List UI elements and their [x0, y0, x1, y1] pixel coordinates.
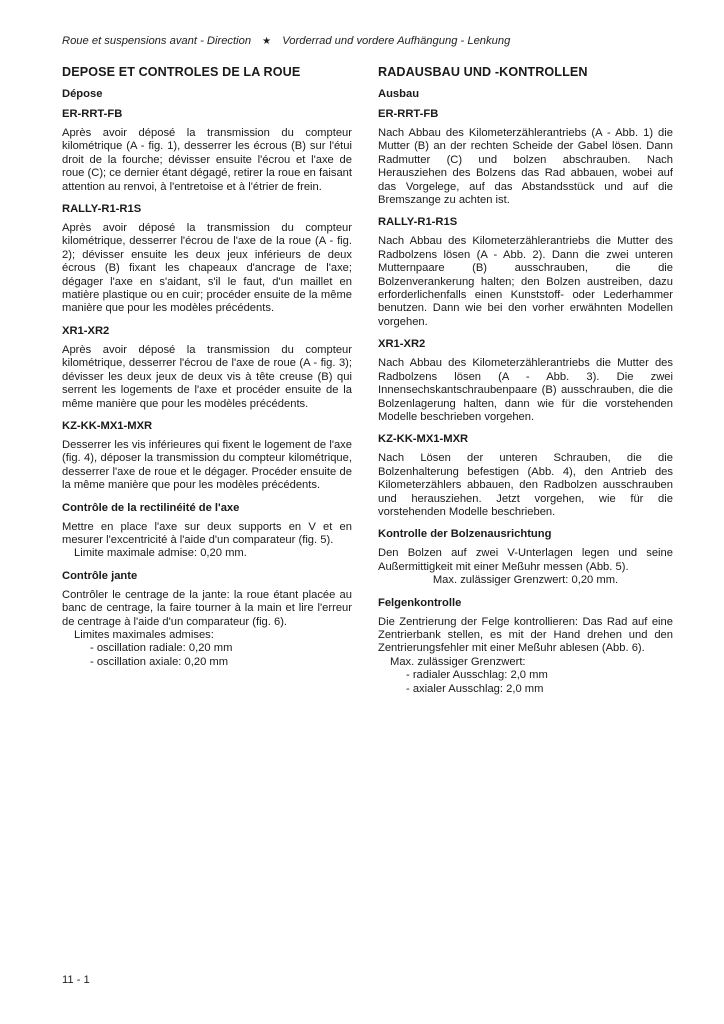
rim-check-heading: Felgenkontrolle [378, 596, 462, 609]
header-german-title: Vorderrad und vordere Aufhängung - Lenkung [282, 35, 511, 47]
rim-check-section [62, 570, 352, 669]
page-number: 11 - 1 [62, 974, 90, 986]
star-separator-icon: ★ [262, 36, 272, 47]
section-title-fr: DEPOSE ET CONTROLES DE LA ROUE [62, 65, 301, 79]
french-column [62, 65, 352, 678]
rim-limit-radial: - radialer Ausschlag: 2,0 mm [406, 669, 548, 682]
german-column [378, 65, 673, 705]
rim-limits-label: Max. zulässiger Grenzwert: [390, 655, 526, 668]
axle-check-text: Den Bolzen auf zwei V-Unterlagen legen und seine Außermittigkeit mit einer Meßuhr messen (Abb. 5). [378, 547, 673, 573]
rim-check-section [378, 597, 673, 696]
running-header [62, 35, 510, 47]
procedure-text: Après avoir déposé la transmission du compteur kilométrique (A - fig. 1), desserrer les écrous (B) sur l'étui droit de la fourche; dévisser ensuite l'écrou et l'axe de roue (C); ce dernier étant dégagé, retirer la roue en faisant attention au renvoi, à l'entretoise et à l'étrier de frein. [62, 127, 352, 193]
axle-check-limit: Max. zulässiger Grenzwert: 0,20 mm. [432, 574, 619, 587]
axle-check-heading: Contrôle de la rectilinéité de l'axe [62, 501, 240, 514]
procedure-text: Après avoir déposé la transmission du compteur kilométrique, desserrer l'écrou de l'axe de roue (A - fig. 3); dévisser les deux jeux de deux vis à tête creuse (B) qui serrent les logements de l'axe et procéder ensuite de la même manière que pour les modèles précédents. [62, 343, 352, 410]
model-heading: RALLY-R1-R1S [62, 203, 142, 216]
model-heading: RALLY-R1-R1S [378, 216, 458, 229]
procedure-text: Desserrer les vis inférieures qui fixent le logement de l'axe (fig. 4), déposer la transmission du compteur kilométrique, desserrer l'axe de roue et le dégager. Procéder ensuite de la même manière que pour les modèles précédents. [62, 438, 352, 492]
subheading-ausbau: Ausbau [378, 88, 420, 100]
rim-limits-label: Limites maximales admises: [74, 628, 214, 641]
axle-check-limit: Limite maximale admise: 0,20 mm. [74, 547, 247, 560]
procedure-text: Nach Lösen der unteren Schrauben, die die Bolzenhalterung befestigen (Abb. 4), den Antrieb des Kilometerzählers abbauen, den Radbolzen ausschrauben und herausziehen. Jetzt vorgehen, wie für die vorstehenden Modelle beschrieben. [378, 452, 673, 518]
axle-check-section [378, 528, 673, 587]
section-title-de: RADAUSBAU UND -KONTROLLEN [378, 65, 588, 79]
model-heading: KZ-KK-MX1-MXR [378, 433, 469, 446]
axle-check-heading: Kontrolle der Bolzenausrichtung [378, 528, 552, 541]
axle-check-text: Mettre en place l'axe sur deux supports en V et en mesurer l'excentricité à l'aide d'un comparateur (fig. 5). [62, 520, 352, 546]
model-section-er-rrt-fb [378, 108, 673, 207]
model-section-xr [62, 325, 352, 411]
model-section-rally [62, 203, 352, 316]
model-heading: XR1-XR2 [62, 324, 110, 337]
model-heading: ER-RRT-FB [62, 108, 123, 120]
subheading-depose: Dépose [62, 88, 103, 100]
model-heading: ER-RRT-FB [378, 108, 439, 120]
procedure-text: Nach Abbau des Kilometerzählerantriebs (A - Abb. 1) die Mutter (B) an der rechten Scheide der Gabel lösen. Dann Radmutter (C) und bolzen abschrauben. Nach Herausziehen des Bolzens das Rad abbauen, wobei auf das Vorgelege, auf das Abstandsstück und auf die Bremszange zu achten ist. [378, 127, 673, 207]
model-section-rally [378, 216, 673, 329]
procedure-text: Après avoir déposé la transmission du compteur kilométrique, desserrer l'écrou de l'axe de la roue (A - fig. 2); dévisser ensuite les deux jeux inférieurs de deux écrous (B) fixant les chapeaux d'ancrage de l'axe; dégager l'axe en s'aidant, s'il le faut, d'un maillet en matière plastique ou en cuir; procéder ensuite de la même manière que pour les modèles précédents. [62, 222, 352, 315]
model-heading: KZ-KK-MX1-MXR [62, 419, 153, 432]
rim-limit-axial: - oscillation axiale: 0,20 mm [90, 655, 229, 668]
model-section-xr [378, 338, 673, 424]
rim-limit-radial: - oscillation radiale: 0,20 mm [90, 642, 233, 655]
rim-check-text: Die Zentrierung der Felge kontrollieren: Das Rad auf eine Zentrierbank stellen, es mit der Hand drehen und den Zentrierungsfehler mit einer Meßuhr ablesen (Abb. 6). [378, 615, 673, 655]
rim-check-text: Contrôler le centrage de la jante: la roue étant placée au banc de centrage, la faire tourner à la main et lire l'erreur de centrage à l'aide d'un comparateur (fig. 6). [62, 588, 352, 628]
procedure-text: Nach Abbau des Kilometerzählerantriebs die Mutter des Radbolzens lösen (A - Abb. 3). Die zwei Innensechskantschraubenpaare (B) ausschrauben, die die Bolzenlagerung halten, dann wie für die vorstehenden Modelle beschrieben vorgehen. [378, 357, 673, 423]
rim-check-heading: Contrôle jante [62, 569, 138, 582]
model-section-kz [378, 433, 673, 519]
model-section-kz [62, 420, 352, 493]
model-heading: XR1-XR2 [378, 338, 426, 351]
procedure-text: Nach Abbau des Kilometerzählerantriebs die Mutter des Radbolzens lösen (A - Abb. 2). Dann die zwei unteren Mutternpaare (B) ausschrauben, die die Bolzenverankerung halten; den Bolzen austreiben, dazu erforderlichenfalls einen Kunststoff- oder Lederhammer benutzen. Dann wie bei den vorher erwähnten Modellen vorgehen. [378, 235, 673, 328]
rim-limit-axial: - axialer Ausschlag: 2,0 mm [406, 682, 544, 695]
model-section-er-rrt-fb [62, 108, 352, 194]
axle-check-section [62, 502, 352, 561]
header-french-title: Roue et suspensions avant - Direction [62, 35, 252, 47]
